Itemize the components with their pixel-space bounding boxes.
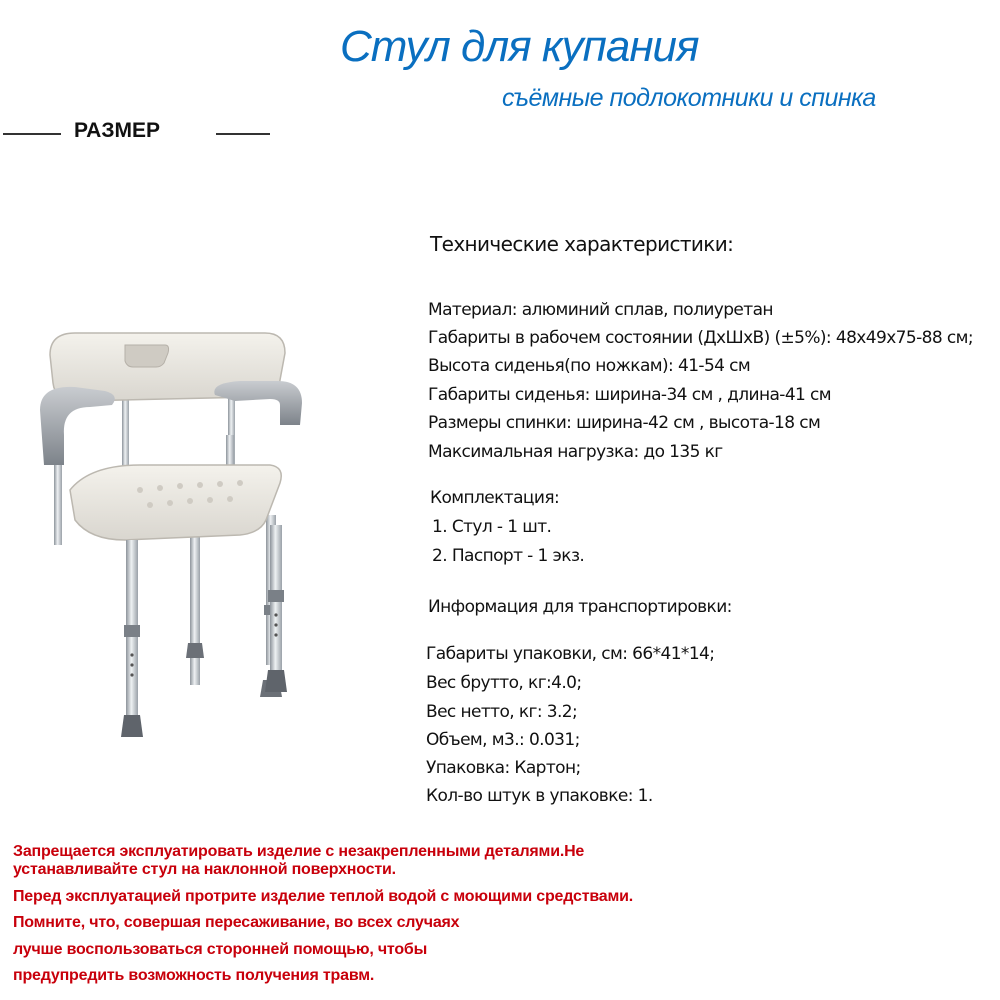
spec-line: Материал: алюминий сплав, полиуретан bbox=[428, 300, 773, 320]
spec-line: Размеры спинки: ширина-42 см , высота-18 см bbox=[428, 413, 821, 433]
warning-line: устанавливайте стул на наклонной поверхности. bbox=[13, 861, 396, 878]
spec-line: Габариты в рабочем состоянии (ДхШхВ) (±5%): 48х49х75-88 см; bbox=[428, 328, 973, 348]
transport-line: Объем, м3.: 0.031; bbox=[426, 730, 580, 750]
size-divider-left bbox=[3, 133, 61, 135]
transport-line: Габариты упаковки, см: 66*41*14; bbox=[426, 644, 715, 664]
warning-line: предупредить возможность получения травм. bbox=[13, 967, 375, 984]
size-divider-right bbox=[216, 133, 270, 135]
transport-line: Упаковка: Картон; bbox=[426, 758, 581, 778]
transport-line: Вес брутто, кг:4.0; bbox=[426, 673, 582, 693]
warning-line: Перед эксплуатацией протрите изделие теплой водой с моющими средствами. bbox=[13, 888, 633, 905]
page-subtitle: съёмные подлокотники и спинка bbox=[502, 84, 876, 112]
kit-heading: Комплектация: bbox=[430, 488, 560, 508]
specs-heading: Технические характеристики: bbox=[430, 232, 734, 256]
shower-chair-illustration bbox=[30, 325, 330, 765]
page-title: Стул для купания bbox=[340, 22, 699, 71]
warning-line: лучше воспользоваться сторонней помощью, чтобы bbox=[13, 941, 428, 958]
warning-line: Запрещается эксплуатировать изделие с незакрепленными деталями.Не bbox=[13, 843, 585, 860]
transport-line: Кол-во штук в упаковке: 1. bbox=[426, 786, 653, 806]
transport-heading: Информация для транспортировки: bbox=[428, 597, 732, 617]
spec-line: Максимальная нагрузка: до 135 кг bbox=[428, 442, 723, 462]
spec-line: Габариты сиденья: ширина-34 см , длина-41 см bbox=[428, 385, 832, 405]
warning-line: Помните, что, совершая пересаживание, во всех случаях bbox=[13, 914, 460, 931]
spec-line: Высота сиденья(по ножкам): 41-54 см bbox=[428, 356, 751, 376]
kit-item: 1. Стул - 1 шт. bbox=[432, 517, 552, 537]
transport-line: Вес нетто, кг: 3.2; bbox=[426, 702, 578, 722]
size-label: РАЗМЕР bbox=[74, 119, 160, 142]
kit-item: 2. Паспорт - 1 экз. bbox=[432, 546, 585, 566]
